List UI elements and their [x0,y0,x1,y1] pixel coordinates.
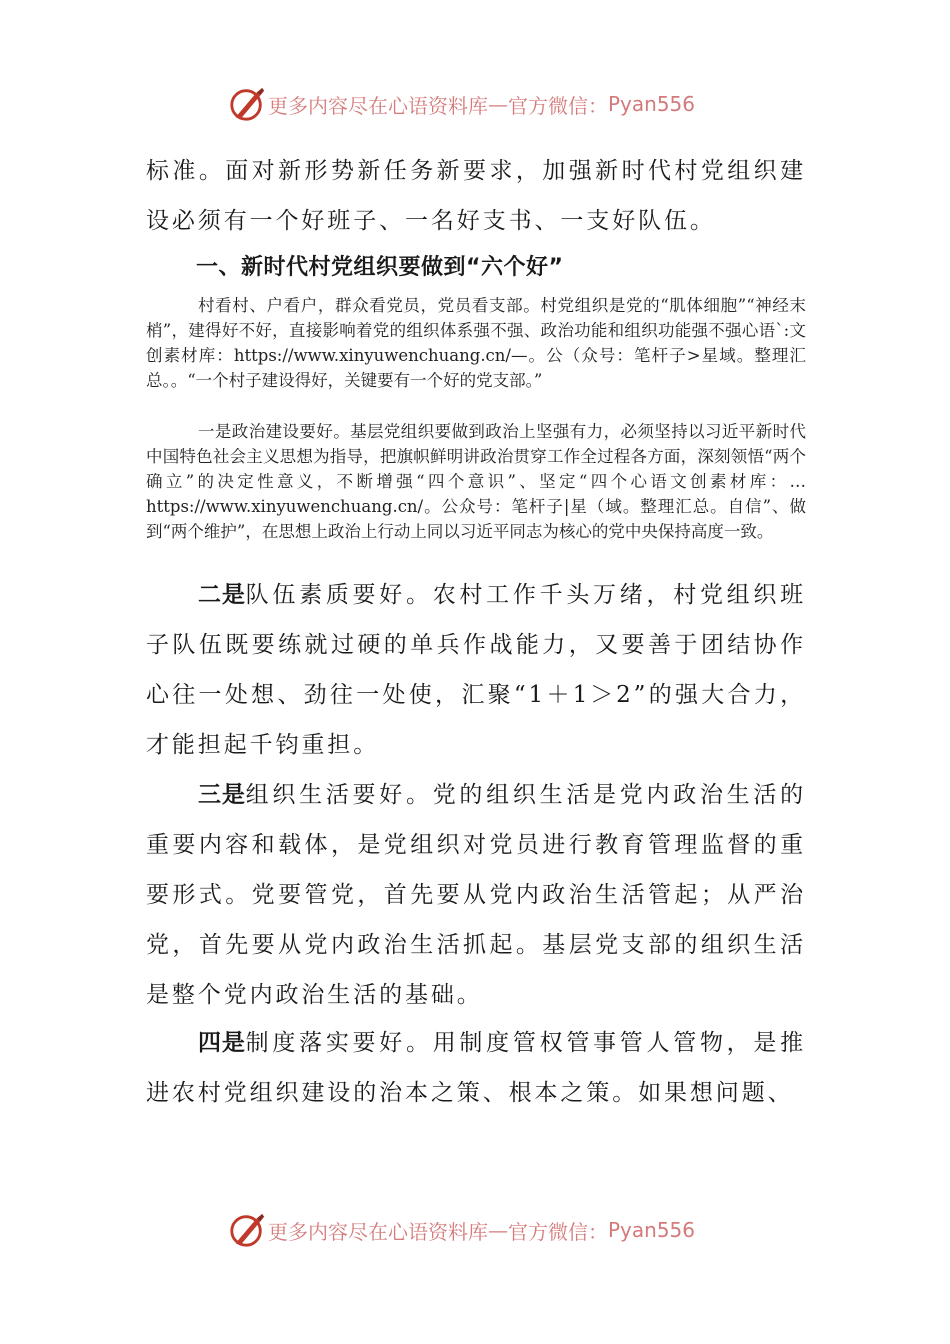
watermark-contact-id: Pyan556 [608,92,696,116]
pen-logo-icon [228,85,266,123]
watermark-contact-label: 官方微信： [508,93,608,118]
paragraph-lead: 二是 [198,582,246,608]
watermark-banner-bottom [228,1210,695,1250]
watermark-separator: — [488,1218,508,1242]
intro-paragraph: 标准。面对新形势新任务新要求，加强新时代村党组织建设必须有一个好班子、一名好支书、一支好队伍。 [146,158,806,234]
paragraph-body: 制度落实要好。用制度管权管事管人管物，是推进农村党组织建设的治本之策、根本之策。如果想问题、 [146,1030,807,1106]
watermark-banner-top [228,84,695,124]
paragraph-lead: 三是 [198,782,246,808]
paragraph-body: 队伍素质要好。农村工作千头万绪，村党组织班子队伍既要练就过硬的单兵作战能力，又要善于团结协作心往一处想、劲往一处使，汇聚“1＋1＞2”的强大合力，才能担起千钧重担。 [146,582,807,758]
watermark-text: 更多内容尽在心语资料库 [268,1219,488,1244]
paragraph-team-quality [146,570,806,770]
watermark-text: 更多内容尽在心语资料库 [268,93,488,118]
watermark-contact-label: 官方微信： [508,1219,608,1244]
small-paragraph-2: 一是政治建设要好。基层党组织要做到政治上坚强有力，必须坚持以习近平新时代中国特色社会主义思想为指导，把旗帜鲜明讲政治贯穿工作全过程各方面，深刻领悟“两个确立”的决定性意义，不断增强“四个意识”、坚定“四个心语文创素材库：…https://www.xinyuwenchuang.cn/。公众号：笔杆子|星（域。整理汇总。自信”、做到“两个维护”，在思想上政治上行动上同以习近平同志为核心的党中央保持高度一致。 [146,422,806,541]
paragraph-lead: 四是 [198,1030,246,1056]
paragraph-system-implementation [146,1018,806,1118]
paragraph-body: 组织生活要好。党的组织生活是党内政治生活的重要内容和载体，是党组织对党员进行教育管理监督的重要形式。党要管党，首先要从党内政治生活管起；从严治党，首先要从党内政治生活抓起。基层党支部的组织生活是整个党内政治生活的基础。 [146,782,807,1008]
watermark-separator: — [488,92,508,116]
watermark-contact-id: Pyan556 [608,1218,696,1242]
section-heading: 一、新时代村党组织要做到“六个好” [196,255,564,280]
pen-logo-icon [228,1211,266,1249]
small-paragraph-1: 村看村、户看户，群众看党员，党员看支部。村党组织是党的“肌体细胞”“神经末梢”，建得好不好，直接影响着党的组织体系强不强、政治功能和组织功能强不强心语`:文创素材库：https://www.xinyuwenchuang.cn/—。公（众号：笔杆子>星域。整理汇总。。“一个村子建设得好，关键要有一个好的党支部。” [146,296,806,390]
paragraph-org-life [146,770,806,1020]
